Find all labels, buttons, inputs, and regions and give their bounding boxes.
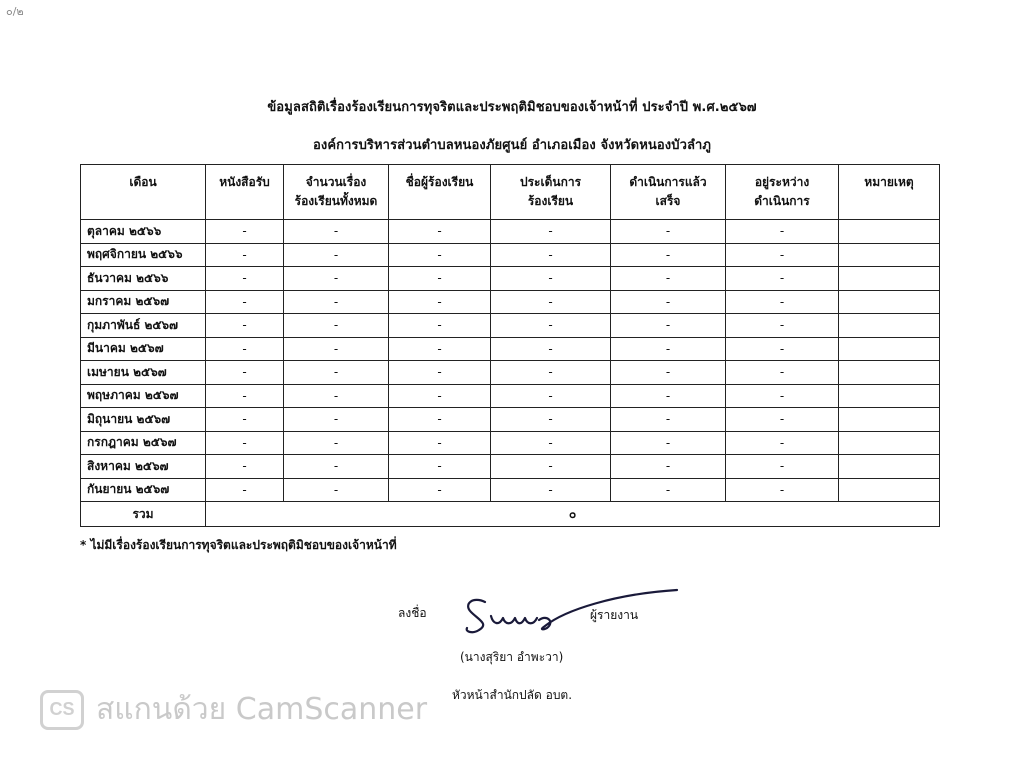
table-cell <box>839 431 940 455</box>
table-cell: - <box>284 455 389 479</box>
header-complaint-issue <box>491 165 611 220</box>
watermark-text: สแกนด้วย CamScanner <box>96 692 428 727</box>
table-cell: - <box>491 408 611 432</box>
header-month <box>81 165 206 220</box>
month-cell: พฤศจิกายน ๒๕๖๖ <box>81 243 206 267</box>
month-cell: กันยายน ๒๕๖๗ <box>81 478 206 502</box>
table-cell: - <box>611 431 726 455</box>
table-cell: - <box>491 455 611 479</box>
organization-subtitle: องค์การบริหารส่วนตำบลหนองภัยศูนย์ อำเภอเมือง จังหวัดหนองบัวลำภู <box>312 138 712 153</box>
table-cell: - <box>389 361 491 385</box>
table-cell: - <box>491 361 611 385</box>
table-cell: - <box>611 361 726 385</box>
table-cell: - <box>206 337 284 361</box>
table-cell <box>839 267 940 291</box>
table-cell: - <box>491 290 611 314</box>
table-cell: - <box>284 337 389 361</box>
header-text: ประเด็นการ <box>519 175 582 189</box>
table-cell: - <box>611 314 726 338</box>
header-in-progress <box>726 165 839 220</box>
table-cell: - <box>284 431 389 455</box>
table-cell <box>839 455 940 479</box>
table-cell: - <box>284 267 389 291</box>
month-cell: ธันวาคม ๒๕๖๖ <box>81 267 206 291</box>
table-cell: - <box>611 267 726 291</box>
total-label: รวม <box>81 502 206 527</box>
table-cell: - <box>491 431 611 455</box>
table-cell <box>839 290 940 314</box>
table-cell <box>839 408 940 432</box>
table-cell: - <box>389 267 491 291</box>
table-header-row <box>81 165 940 220</box>
header-completed <box>611 165 726 220</box>
table-cell: - <box>491 337 611 361</box>
table-cell: - <box>389 290 491 314</box>
table-cell <box>839 384 940 408</box>
table-cell: - <box>389 314 491 338</box>
table-cell: - <box>491 220 611 244</box>
table-cell: - <box>726 243 839 267</box>
month-cell: เมษายน ๒๕๖๗ <box>81 361 206 385</box>
header-text: เดือน <box>129 175 157 189</box>
table-cell <box>839 337 940 361</box>
total-row <box>81 502 940 527</box>
table-cell: - <box>611 220 726 244</box>
table-cell: - <box>611 290 726 314</box>
table-cell: - <box>389 243 491 267</box>
footnote: * ไม่มีเรื่องร้องเรียนการทุจริตและประพฤติมิชอบของเจ้าหน้าที่ <box>80 538 397 552</box>
sign-label: ลงชื่อ <box>398 606 427 620</box>
table-cell: - <box>206 220 284 244</box>
table-row <box>81 290 940 314</box>
table-cell: - <box>611 478 726 502</box>
header-text: ดำเนินการ <box>754 194 810 208</box>
table-row <box>81 314 940 338</box>
table-cell: - <box>389 384 491 408</box>
table-row <box>81 431 940 455</box>
camscanner-logo-icon: CS <box>40 690 84 730</box>
table-cell: - <box>491 478 611 502</box>
table-cell: - <box>284 478 389 502</box>
header-complainant-name <box>389 165 491 220</box>
table-cell: - <box>491 243 611 267</box>
table-cell: - <box>284 314 389 338</box>
table-cell: - <box>726 290 839 314</box>
header-text: หมายเหตุ <box>864 175 914 189</box>
handwritten-signature <box>455 580 685 644</box>
month-cell: กรกฎาคม ๒๕๖๗ <box>81 431 206 455</box>
table-cell: - <box>284 384 389 408</box>
table-cell: - <box>206 455 284 479</box>
table-cell <box>839 220 940 244</box>
table-cell: - <box>491 267 611 291</box>
table-cell: - <box>389 431 491 455</box>
month-cell: มิถุนายน ๒๕๖๗ <box>81 408 206 432</box>
table-cell: - <box>726 384 839 408</box>
table-cell: - <box>284 220 389 244</box>
table-cell: - <box>206 314 284 338</box>
header-text: ร้องเรียนทั้งหมด <box>294 194 378 208</box>
table-row <box>81 220 940 244</box>
table-cell: - <box>726 455 839 479</box>
table-row <box>81 243 940 267</box>
month-cell: กุมภาพันธ์ ๒๕๖๗ <box>81 314 206 338</box>
header-remarks <box>839 165 940 220</box>
table-cell: - <box>389 337 491 361</box>
table-cell: - <box>284 290 389 314</box>
signer-position: หัวหน้าสำนักปลัด อบต. <box>452 688 573 702</box>
table-cell <box>839 243 940 267</box>
month-cell: มีนาคม ๒๕๖๗ <box>81 337 206 361</box>
table-cell <box>839 478 940 502</box>
table-cell: - <box>389 478 491 502</box>
table-cell: - <box>206 267 284 291</box>
signer-name: (นางสุริยา อำพะวา) <box>460 650 564 664</box>
month-cell: ตุลาคม ๒๕๖๖ <box>81 220 206 244</box>
table-row <box>81 408 940 432</box>
reporter-label: ผู้รายงาน <box>590 608 639 622</box>
month-cell: สิงหาคม ๒๕๖๗ <box>81 455 206 479</box>
table-cell: - <box>284 361 389 385</box>
table-row <box>81 267 940 291</box>
table-cell: - <box>284 408 389 432</box>
table-cell: - <box>611 408 726 432</box>
table-cell: - <box>726 337 839 361</box>
table-cell: - <box>206 290 284 314</box>
table-row <box>81 455 940 479</box>
month-cell: พฤษภาคม ๒๕๖๗ <box>81 384 206 408</box>
header-text: ชื่อผู้ร้องเรียน <box>405 175 474 189</box>
header-text: ร้องเรียน <box>527 194 574 208</box>
table-cell: - <box>206 408 284 432</box>
complaint-statistics-table <box>80 164 940 527</box>
table-cell: - <box>389 408 491 432</box>
table-cell: - <box>206 361 284 385</box>
header-text: อยู่ระหว่าง <box>754 175 810 189</box>
table-cell: - <box>611 337 726 361</box>
table-cell: - <box>726 361 839 385</box>
header-text: ดำเนินการแล้ว <box>629 175 707 189</box>
header-total-complaints <box>284 165 389 220</box>
table-cell: - <box>726 220 839 244</box>
table-cell: - <box>206 243 284 267</box>
total-value: ๐ <box>206 502 940 527</box>
table-cell <box>839 361 940 385</box>
table-row <box>81 337 940 361</box>
table-cell: - <box>206 384 284 408</box>
table-cell: - <box>726 408 839 432</box>
header-text: จำนวนเรื่อง <box>305 175 367 189</box>
table-cell: - <box>611 455 726 479</box>
table-cell: - <box>389 220 491 244</box>
table-cell: - <box>206 431 284 455</box>
table-row <box>81 384 940 408</box>
table-cell: - <box>491 384 611 408</box>
table-cell: - <box>491 314 611 338</box>
table-cell: - <box>389 455 491 479</box>
header-text: เสร็จ <box>655 194 681 208</box>
table-cell: - <box>726 478 839 502</box>
header-text: หนังสือรับ <box>219 175 270 189</box>
table-cell: - <box>611 384 726 408</box>
document-title: ข้อมูลสถิติเรื่องร้องเรียนการทุจริตและประพฤติมิชอบของเจ้าหน้าที่ ประจำปี พ.ศ.๒๕๖๗ <box>267 100 757 115</box>
camscanner-watermark <box>40 686 427 733</box>
table-cell: - <box>611 243 726 267</box>
month-cell: มกราคม ๒๕๖๗ <box>81 290 206 314</box>
table-cell: - <box>726 314 839 338</box>
table-cell <box>839 314 940 338</box>
table-cell: - <box>726 267 839 291</box>
table-row <box>81 478 940 502</box>
table-cell: - <box>206 478 284 502</box>
table-cell: - <box>284 243 389 267</box>
table-row <box>81 361 940 385</box>
corner-page-mark: ๐/๒ <box>6 5 24 18</box>
header-received <box>206 165 284 220</box>
table-cell: - <box>726 431 839 455</box>
